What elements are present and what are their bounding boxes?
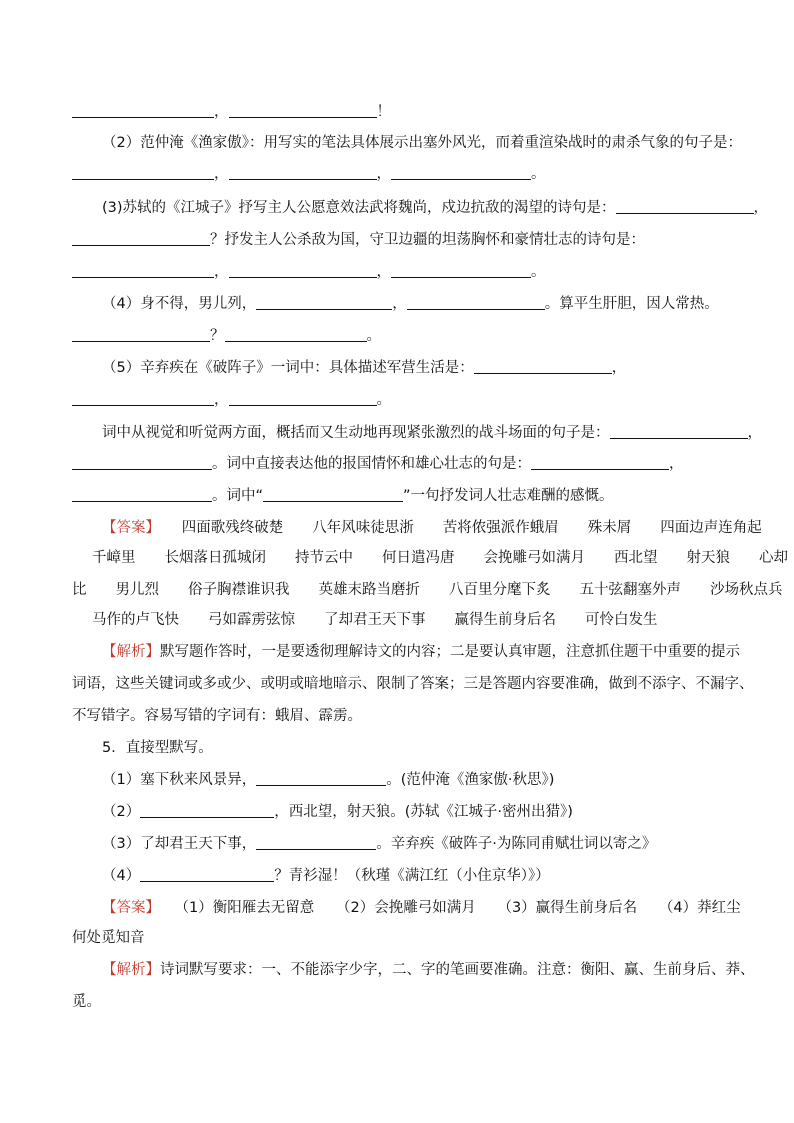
answer-blank (531, 453, 669, 470)
answer-blank (256, 833, 376, 850)
section-tag: 【答案】 (102, 520, 153, 536)
text-line (0, 578, 794, 602)
line-text: ， (611, 360, 627, 376)
text-line (0, 356, 794, 380)
line-text: 5．直接型默写。 (102, 740, 213, 756)
line-text: ， (669, 456, 684, 472)
answer-blank (229, 261, 377, 278)
text-line (0, 260, 794, 284)
line-text: ， (214, 166, 229, 182)
line-text: （1）塞下秋来风景异， (102, 772, 257, 788)
answer-blank (72, 485, 212, 502)
text-line (0, 800, 794, 824)
line-text: ， (376, 166, 391, 182)
answer-blank (256, 293, 392, 310)
answer-blank (72, 325, 210, 342)
text-line (0, 452, 794, 476)
line-text: 不写错字。容易写错的字词有：蛾眉、霹雳。 (72, 708, 362, 724)
line-text: 觅。 (72, 994, 101, 1010)
text-line (0, 608, 794, 632)
section-tag: 【答案】 (102, 900, 153, 916)
line-text: （2） (102, 804, 141, 820)
line-text: ， (747, 425, 762, 441)
text-line (0, 926, 794, 950)
line-text: ， (214, 104, 229, 120)
text-line (0, 832, 794, 856)
line-text: ， (392, 296, 407, 312)
answer-blank (72, 101, 214, 118)
line-text: ？ (210, 328, 225, 344)
answer-blank (140, 801, 274, 818)
text-line (0, 131, 794, 155)
line-text: 。 (366, 328, 381, 344)
line-text: 。 (376, 392, 391, 408)
line-text: ， (376, 264, 391, 280)
answer-blank (72, 261, 214, 278)
line-text: 。算平生肝胆，因人常热。 (544, 296, 719, 312)
line-text: 。词中“ (212, 488, 264, 504)
line-text: 。 (531, 166, 546, 182)
answer-blank (391, 163, 531, 180)
line-text: （1）衡阳雁去无留意 （2）会挽雕弓如满月 （3）赢得生前身后名 （4）莽红尘 (152, 900, 741, 916)
text-line (0, 292, 794, 316)
line-text: 。 (531, 264, 546, 280)
line-text: ？青衫湿！（秋瑾《满江红（小住京华）》） (274, 868, 550, 884)
answer-blank (391, 261, 531, 278)
text-line (0, 196, 794, 220)
line-text: 诗词默写要求：一、不能添字少字，二、字的笔画要准确。注意：衡阳、赢、生前身后、莽、 (160, 962, 755, 978)
text-line (0, 672, 794, 696)
line-text: ？抒发主人公杀敌为国，守卫边疆的坦荡胸怀和豪情壮志的诗句是： (210, 232, 645, 248)
answer-blank (229, 101, 377, 118)
answer-blank (610, 422, 748, 439)
line-text: 词中从视觉和听觉两方面，概括而又生动地再现紧张激烈的战斗场面的句子是： (102, 425, 610, 441)
text-line (0, 100, 794, 124)
answer-blank (225, 325, 367, 342)
answer-blank (407, 293, 545, 310)
answer-blank (474, 357, 612, 374)
text-line (0, 958, 794, 982)
line-text: （3）了却君王天下事， (102, 836, 257, 852)
text-line (0, 421, 794, 445)
line-text: 。词中直接表达他的报国情怀和雄心壮志的句是： (212, 456, 531, 472)
text-line (0, 768, 794, 792)
answer-blank (616, 197, 754, 214)
line-text: ”一句抒发词人壮志难酬的感慨。 (403, 488, 614, 504)
line-text: ， (753, 200, 769, 216)
answer-blank (72, 389, 214, 406)
answer-blank (229, 389, 377, 406)
line-text: 马作的卢飞快 弓如霹雳弦惊 了却君王天下事 赢得生前身后名 可怜白发生 (92, 612, 658, 628)
text-line (0, 896, 794, 920)
text-line (0, 864, 794, 888)
text-line (0, 388, 794, 412)
text-line (0, 324, 794, 348)
line-text: （4） (102, 868, 141, 884)
text-line (0, 704, 794, 728)
line-text: 默写题作答时，一是要透彻理解诗文的内容；二是要认真审题，注意抓住题干中重要的提示 (160, 644, 740, 660)
text-line (0, 484, 794, 508)
line-text: 。辛弃疾《破阵子·为陈同甫赋壮词以寄之》 (376, 836, 657, 852)
answer-blank (72, 453, 212, 470)
text-line (0, 640, 794, 664)
line-text: ， (214, 392, 229, 408)
answer-blank (263, 485, 403, 502)
text-line (0, 228, 794, 252)
line-text: ！ (376, 104, 391, 120)
answer-blank (72, 163, 214, 180)
text-line (0, 516, 794, 540)
line-text: (3)苏轼的《江城子》抒写主人公愿意效法武将魏尚，戍边抗敌的渴望的诗句是： (102, 200, 616, 216)
section-tag: 【解析】 (102, 644, 160, 660)
line-text: 词语，这些关键词或多或少、或明或暗地暗示、限制了答案；三是答题内容要准确，做到不添字、不漏字、 (72, 676, 754, 692)
answer-blank (72, 229, 210, 246)
line-text: （4）身不得，男儿列， (102, 296, 257, 312)
line-text: ，西北望，射天狼。(苏轼《江城子·密州出猎》) (274, 804, 573, 820)
answer-blank (140, 865, 274, 882)
line-text: 四面歌残终破楚 八年风味徒思浙 苦将侬强派作蛾眉 殊未屑 四面边声连角起 (152, 520, 762, 536)
line-text: （2）范仲淹《渔家傲》：用写实的笔法具体展示出塞外风光，而着重渲染战时的肃杀气象的句子是： (102, 135, 742, 151)
answer-blank (256, 769, 386, 786)
line-text: 。(范仲淹《渔家傲·秋思》) (386, 772, 555, 788)
text-line (0, 990, 794, 1014)
section-tag: 【解析】 (102, 962, 160, 978)
answer-blank (229, 163, 377, 180)
text-line (0, 162, 794, 186)
text-line (0, 736, 794, 760)
text-line (0, 546, 794, 570)
line-text: 千嶂里 长烟落日孤城闭 持节云中 何日遣冯唐 会挽雕弓如满月 西北望 射天狼 心却 (92, 550, 788, 566)
line-text: 比 男儿烈 俗子胸襟谁识我 英雄末路当磨折 八百里分麾下炙 五十弦翻塞外声 沙场秋点兵 (72, 582, 783, 598)
line-text: 何处觅知音 (72, 930, 145, 946)
line-text: ， (214, 264, 229, 280)
line-text: （5）辛弃疾在《破阵子》一词中：具体描述军营生活是： (102, 360, 474, 376)
